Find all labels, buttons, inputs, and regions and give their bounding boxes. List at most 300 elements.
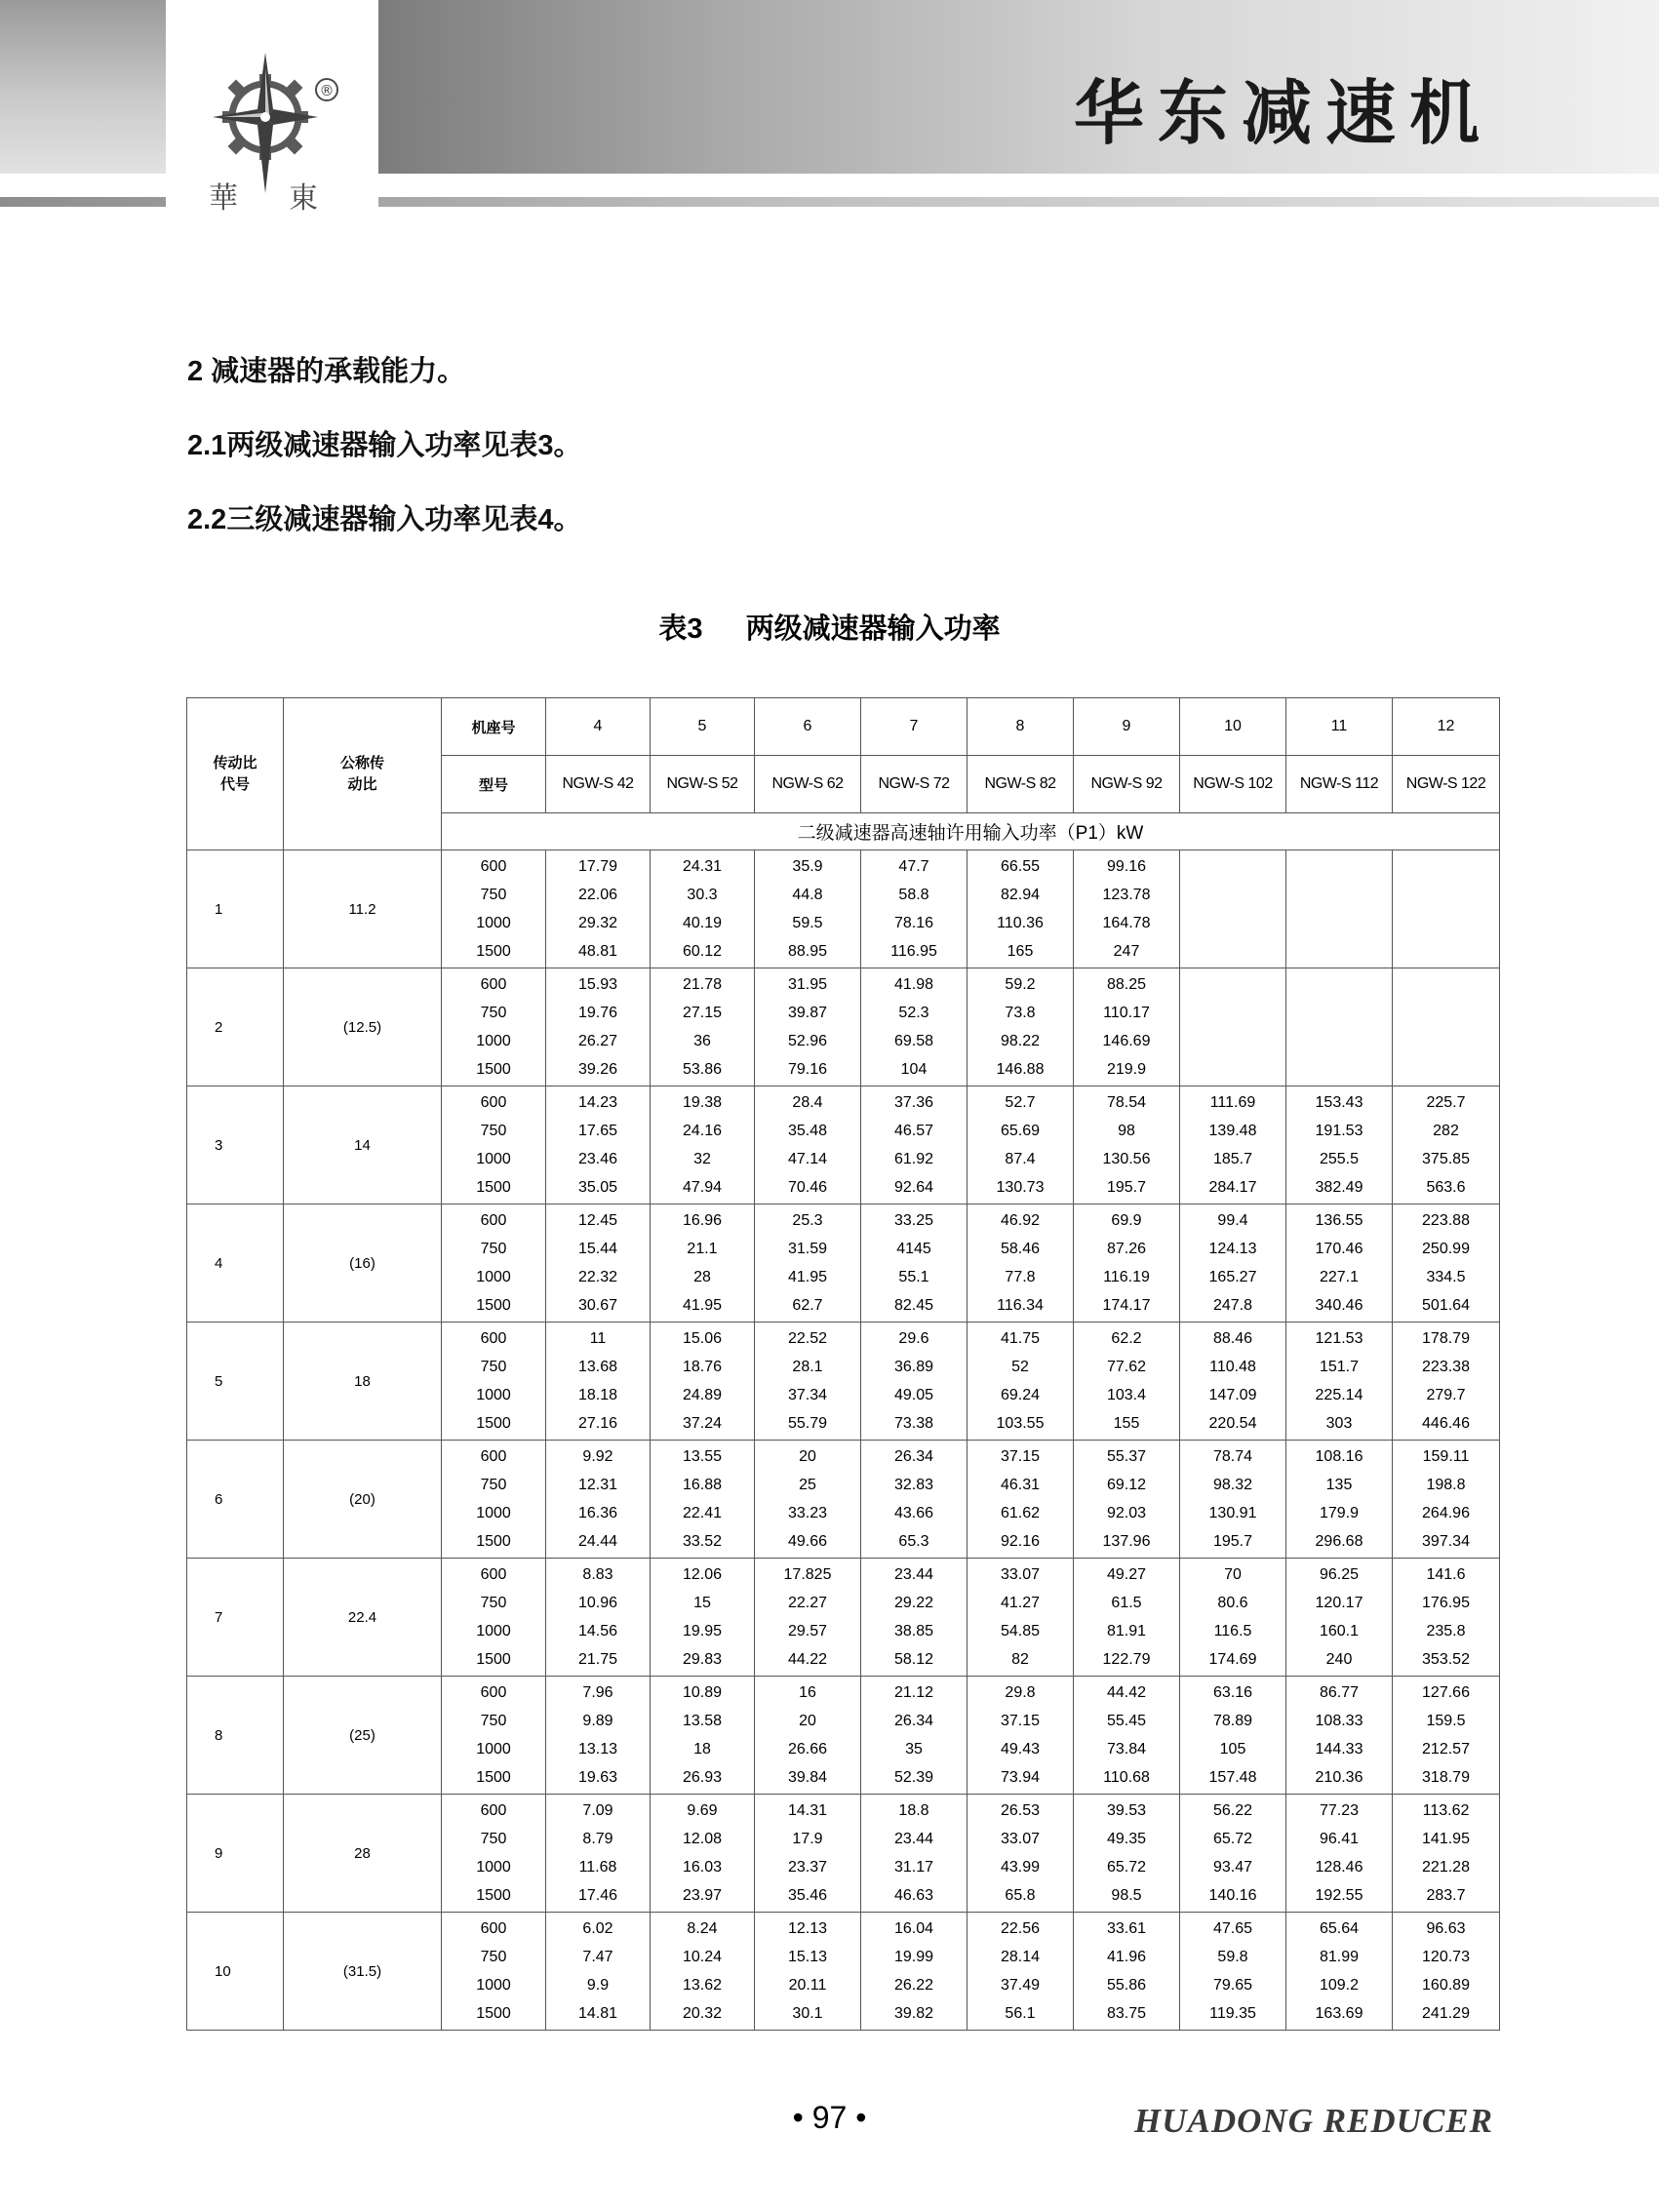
power-value: 41.95	[787, 1269, 828, 1285]
intro-line-2: 2.1两级减速器输入功率见表3。	[187, 430, 582, 461]
power-value: 397.34	[1422, 1533, 1470, 1550]
power-value: 155	[1113, 1415, 1140, 1432]
power-cell	[546, 1795, 651, 1913]
input-speed: 750	[480, 1949, 507, 1965]
power-value: 247.8	[1212, 1297, 1253, 1314]
power-value: 247	[1113, 943, 1140, 960]
power-value: 33.07	[1000, 1831, 1041, 1847]
input-speed: 750	[480, 1595, 507, 1611]
ratio-group-row	[187, 1559, 1500, 1677]
power-value: 9.92	[582, 1448, 613, 1465]
power-value: 39.87	[787, 1005, 828, 1021]
power-value: 69.12	[1106, 1477, 1147, 1493]
frame-number: 6	[755, 698, 861, 756]
power-value: 227.1	[1319, 1269, 1360, 1285]
power-value: 284.17	[1208, 1179, 1257, 1196]
input-speed: 600	[480, 1448, 507, 1465]
power-value: 55.86	[1106, 1977, 1147, 1994]
power-value: 26.27	[577, 1033, 618, 1049]
power-value: 15.06	[682, 1330, 723, 1347]
power-value: 47.65	[1212, 1920, 1253, 1937]
power-value: 27.15	[682, 1005, 723, 1021]
power-value: 52.39	[893, 1769, 934, 1786]
power-value: 82.94	[1000, 887, 1041, 903]
frame-number: 7	[861, 698, 968, 756]
power-value: 21.12	[893, 1684, 934, 1701]
ratio-group-row	[187, 1677, 1500, 1795]
power-cell	[968, 968, 1074, 1086]
ratio-code: 2	[187, 968, 284, 1086]
input-speed: 600	[480, 976, 507, 993]
footer-brand: HUADONG REDUCER	[1134, 2102, 1493, 2140]
power-value: 13.62	[682, 1977, 723, 1994]
power-value: 44.42	[1106, 1684, 1147, 1701]
power-cell	[651, 1323, 755, 1441]
power-value: 104	[900, 1061, 928, 1078]
power-value: 29.32	[577, 915, 618, 931]
power-value: 10.89	[682, 1684, 723, 1701]
power-cell	[861, 968, 968, 1086]
power-cell	[968, 1677, 1074, 1795]
power-value: 81.91	[1106, 1623, 1147, 1639]
power-value: 225.14	[1315, 1387, 1363, 1403]
power-value: 21.75	[577, 1651, 618, 1668]
power-value: 17.46	[577, 1887, 618, 1904]
power-value: 61.92	[893, 1151, 934, 1167]
table-caption-number: 表3	[658, 613, 703, 645]
ratio-group-row	[187, 1323, 1500, 1441]
speed-cell	[442, 1441, 546, 1559]
nominal-ratio: 28	[284, 1795, 442, 1913]
power-value: 63.16	[1212, 1684, 1253, 1701]
power-cell	[861, 850, 968, 968]
input-speed: 1500	[476, 1769, 511, 1786]
power-value: 10.96	[577, 1595, 618, 1611]
power-value: 55.37	[1106, 1448, 1147, 1465]
power-cell	[968, 1323, 1074, 1441]
power-value: 160.89	[1422, 1977, 1470, 1994]
power-value: 16.03	[682, 1859, 723, 1876]
power-cell	[1180, 968, 1286, 1086]
power-value: 563.6	[1426, 1179, 1466, 1196]
power-cell	[755, 1913, 861, 2031]
power-cell	[1286, 850, 1393, 968]
power-value: 18.18	[577, 1387, 618, 1403]
power-cell	[1074, 850, 1180, 968]
power-value: 12.13	[787, 1920, 828, 1937]
power-value: 151.7	[1319, 1359, 1360, 1375]
speed-cell	[442, 1086, 546, 1205]
power-value: 26.66	[787, 1741, 828, 1758]
power-value: 82	[1011, 1651, 1029, 1668]
power-value: 98.22	[1000, 1033, 1041, 1049]
power-value: 52.96	[787, 1033, 828, 1049]
power-value: 48.81	[577, 943, 618, 960]
power-value: 65.3	[898, 1533, 929, 1550]
input-speed: 750	[480, 1241, 507, 1257]
power-value: 135	[1325, 1477, 1353, 1493]
power-cell	[1393, 1441, 1500, 1559]
power-cell	[861, 1795, 968, 1913]
power-cell	[1074, 1559, 1180, 1677]
power-value: 83.75	[1106, 2005, 1147, 2022]
power-value: 79.16	[787, 1061, 828, 1078]
power-cell	[861, 1086, 968, 1205]
power-value: 59.8	[1217, 1949, 1248, 1965]
header-frame-label: 机座号	[442, 698, 546, 756]
power-value: 78.89	[1212, 1713, 1253, 1729]
power-cell	[861, 1323, 968, 1441]
power-value: 61.62	[1000, 1505, 1041, 1521]
power-cell	[1393, 1913, 1500, 2031]
power-value: 279.7	[1426, 1387, 1466, 1403]
power-value: 56.22	[1212, 1802, 1253, 1819]
power-value: 47.14	[787, 1151, 828, 1167]
power-cell	[1180, 1441, 1286, 1559]
nominal-ratio: (16)	[284, 1205, 442, 1323]
ratio-code: 1	[187, 850, 284, 968]
power-value: 15.44	[577, 1241, 618, 1257]
power-cell	[546, 968, 651, 1086]
power-value: 110.68	[1103, 1769, 1150, 1786]
power-value: 26.34	[893, 1713, 934, 1729]
power-value: 123.78	[1102, 887, 1151, 903]
power-value: 80.6	[1217, 1595, 1248, 1611]
input-speed: 600	[480, 858, 507, 875]
power-value: 6.02	[582, 1920, 613, 1937]
power-cell	[968, 1441, 1074, 1559]
power-value: 147.09	[1208, 1387, 1257, 1403]
power-value: 86.77	[1319, 1684, 1360, 1701]
power-value: 27.16	[577, 1415, 618, 1432]
power-value: 93.47	[1212, 1859, 1253, 1876]
ratio-code: 8	[187, 1677, 284, 1795]
power-value: 49.05	[893, 1387, 934, 1403]
power-cell	[1393, 1086, 1500, 1205]
power-value: 223.38	[1422, 1359, 1470, 1375]
power-value: 19.76	[577, 1005, 618, 1021]
power-cell	[546, 850, 651, 968]
speed-cell	[442, 1795, 546, 1913]
power-value: 32.83	[893, 1477, 934, 1493]
power-value: 130.91	[1208, 1505, 1257, 1521]
power-value: 60.12	[682, 943, 723, 960]
input-speed: 750	[480, 1359, 507, 1375]
power-value: 29.6	[898, 1330, 929, 1347]
model-name: NGW-S 52	[651, 756, 755, 813]
input-speed: 600	[480, 1330, 507, 1347]
power-value: 46.31	[1000, 1477, 1041, 1493]
power-value: 159.5	[1426, 1713, 1466, 1729]
ratio-code: 5	[187, 1323, 284, 1441]
frame-number: 11	[1286, 698, 1393, 756]
power-value: 78.54	[1106, 1094, 1147, 1111]
input-speed: 750	[480, 1005, 507, 1021]
power-value: 160.1	[1319, 1623, 1360, 1639]
header-left-block	[0, 0, 166, 174]
power-value: 35.46	[787, 1887, 828, 1904]
power-cell	[1393, 1323, 1500, 1441]
power-cell	[861, 1913, 968, 2031]
power-cell	[651, 1795, 755, 1913]
power-value: 78.16	[893, 915, 934, 931]
power-value: 13.58	[682, 1713, 723, 1729]
speed-cell	[442, 850, 546, 968]
power-cell	[546, 1205, 651, 1323]
power-value: 141.95	[1422, 1831, 1470, 1847]
power-value: 8.79	[582, 1831, 613, 1847]
model-name: NGW-S 82	[968, 756, 1074, 813]
power-value: 65.72	[1212, 1831, 1253, 1847]
power-value: 58.8	[898, 887, 929, 903]
power-cell	[1286, 1323, 1393, 1441]
power-value: 19.99	[893, 1949, 934, 1965]
power-value: 81.99	[1319, 1949, 1360, 1965]
power-value: 116.34	[997, 1297, 1044, 1314]
power-value: 108.16	[1315, 1448, 1363, 1465]
power-value: 40.19	[682, 915, 723, 931]
table-caption-title: 两级减速器输入功率	[745, 613, 1001, 645]
power-value: 340.46	[1315, 1297, 1363, 1314]
power-value: 9.9	[586, 1977, 610, 1994]
power-value: 24.16	[682, 1123, 723, 1139]
power-cell	[651, 1441, 755, 1559]
input-power-table	[186, 697, 1500, 2031]
power-cell	[861, 1559, 968, 1677]
power-value: 29.57	[787, 1623, 828, 1639]
logo-char-right: 東	[289, 181, 318, 216]
power-cell	[546, 1086, 651, 1205]
power-value: 96.25	[1319, 1566, 1360, 1583]
power-value: 44.22	[787, 1651, 828, 1668]
power-value: 195.7	[1106, 1179, 1147, 1196]
input-speed: 1500	[476, 1415, 511, 1432]
ratio-group-row	[187, 1205, 1500, 1323]
power-value: 54.85	[1000, 1623, 1041, 1639]
power-value: 13.68	[577, 1359, 618, 1375]
ratio-code: 3	[187, 1086, 284, 1205]
power-value: 14.23	[577, 1094, 618, 1111]
power-cell	[968, 850, 1074, 968]
power-value: 15.13	[787, 1949, 828, 1965]
power-value: 116.95	[890, 943, 937, 960]
power-value: 13.55	[682, 1448, 723, 1465]
power-value: 41.96	[1106, 1949, 1147, 1965]
power-value: 120.17	[1315, 1595, 1363, 1611]
power-value: 130.73	[996, 1179, 1045, 1196]
power-cell	[861, 1677, 968, 1795]
power-value: 61.5	[1111, 1595, 1142, 1611]
power-value: 23.37	[787, 1859, 828, 1876]
speed-cell	[442, 968, 546, 1086]
power-value: 65.69	[1000, 1123, 1041, 1139]
power-cell	[1074, 1323, 1180, 1441]
input-speed: 600	[480, 1684, 507, 1701]
model-name: NGW-S 62	[755, 756, 861, 813]
power-value: 46.57	[893, 1123, 934, 1139]
power-value: 28	[693, 1269, 711, 1285]
power-value: 13.13	[577, 1741, 618, 1758]
input-speed: 1000	[476, 1977, 511, 1994]
power-value: 43.66	[893, 1505, 934, 1521]
power-value: 116.5	[1213, 1623, 1252, 1639]
power-value: 33.23	[787, 1505, 828, 1521]
power-value: 130.56	[1102, 1151, 1151, 1167]
power-value: 99.4	[1217, 1212, 1248, 1229]
nominal-ratio: (12.5)	[284, 968, 442, 1086]
power-cell	[651, 1559, 755, 1677]
power-value: 28.4	[792, 1094, 823, 1111]
power-value: 19.63	[577, 1769, 618, 1786]
power-cell	[1286, 1913, 1393, 2031]
power-value: 35.05	[577, 1179, 618, 1196]
power-value: 7.47	[582, 1949, 613, 1965]
power-value: 62.7	[792, 1297, 823, 1314]
power-value: 77.62	[1106, 1359, 1147, 1375]
power-value: 30.67	[577, 1297, 618, 1314]
power-value: 165.27	[1208, 1269, 1257, 1285]
power-value: 12.06	[682, 1566, 723, 1583]
ratio-group-row	[187, 1086, 1500, 1205]
power-value: 17.79	[577, 858, 618, 875]
power-cell	[968, 1205, 1074, 1323]
power-cell	[546, 1677, 651, 1795]
power-value: 235.8	[1426, 1623, 1466, 1639]
power-value: 4145	[896, 1241, 931, 1257]
power-value: 12.08	[682, 1831, 723, 1847]
nominal-ratio: (20)	[284, 1441, 442, 1559]
power-value: 98	[1118, 1123, 1135, 1139]
power-cell	[1180, 1795, 1286, 1913]
input-speed: 600	[480, 1802, 507, 1819]
power-value: 96.63	[1426, 1920, 1466, 1937]
power-value: 122.79	[1102, 1651, 1151, 1668]
power-value: 49.27	[1106, 1566, 1147, 1583]
power-value: 174.17	[1102, 1297, 1151, 1314]
input-speed: 1500	[476, 1061, 511, 1078]
power-cell	[1393, 1795, 1500, 1913]
power-value: 73.84	[1106, 1741, 1147, 1758]
power-value: 103.4	[1106, 1387, 1147, 1403]
power-value: 163.69	[1315, 2005, 1363, 2022]
ratio-group-row	[187, 1913, 1500, 2031]
power-cell	[1286, 1559, 1393, 1677]
power-value: 24.89	[682, 1387, 723, 1403]
power-value: 20	[799, 1448, 816, 1465]
power-value: 37.49	[1000, 1977, 1041, 1994]
power-value: 37.15	[1000, 1448, 1041, 1465]
power-value: 29.83	[682, 1651, 723, 1668]
power-value: 66.55	[1000, 858, 1041, 875]
power-cell	[755, 1205, 861, 1323]
power-value: 21.1	[687, 1241, 718, 1257]
power-value: 22.27	[787, 1595, 828, 1611]
power-value: 153.43	[1315, 1094, 1363, 1111]
input-speed: 1000	[476, 1505, 511, 1521]
input-speed: 750	[480, 1713, 507, 1729]
power-value: 14.81	[577, 2005, 618, 2022]
frame-number: 12	[1393, 698, 1500, 756]
input-speed: 750	[480, 1123, 507, 1139]
power-value: 144.33	[1315, 1741, 1363, 1758]
power-value: 69.24	[1000, 1387, 1041, 1403]
input-speed: 1000	[476, 1623, 511, 1639]
ratio-group-row	[187, 850, 1500, 968]
power-value: 33.07	[1000, 1566, 1041, 1583]
power-cell	[1074, 1795, 1180, 1913]
input-speed: 750	[480, 1831, 507, 1847]
power-cell	[755, 1086, 861, 1205]
power-value: 9.69	[687, 1802, 718, 1819]
power-value: 98.5	[1111, 1887, 1142, 1904]
power-value: 446.46	[1422, 1415, 1470, 1432]
power-value: 176.95	[1422, 1595, 1470, 1611]
intro-line-3: 2.2三级减速器输入功率见表4。	[187, 504, 582, 535]
input-speed: 750	[480, 1477, 507, 1493]
power-value: 22.32	[577, 1269, 618, 1285]
power-value: 210.36	[1315, 1769, 1363, 1786]
power-value: 47.7	[898, 858, 929, 875]
power-value: 212.57	[1422, 1741, 1470, 1758]
power-value: 179.9	[1319, 1505, 1360, 1521]
power-value: 105	[1219, 1741, 1246, 1758]
power-cell	[1286, 1677, 1393, 1795]
power-value: 7.96	[582, 1684, 613, 1701]
power-value: 35	[905, 1741, 923, 1758]
power-cell	[1074, 1677, 1180, 1795]
power-value: 65.72	[1106, 1859, 1147, 1876]
power-value: 110.48	[1209, 1359, 1256, 1375]
power-value: 37.34	[787, 1387, 828, 1403]
power-value: 55.45	[1106, 1713, 1147, 1729]
power-value: 108.33	[1315, 1713, 1363, 1729]
power-value: 198.8	[1426, 1477, 1466, 1493]
power-value: 35.9	[792, 858, 823, 875]
power-value: 16.88	[682, 1477, 723, 1493]
power-cell	[1286, 1795, 1393, 1913]
power-cell	[1180, 1677, 1286, 1795]
model-name: NGW-S 102	[1180, 756, 1286, 813]
power-value: 41.95	[682, 1297, 723, 1314]
power-cell	[546, 1323, 651, 1441]
ratio-code: 9	[187, 1795, 284, 1913]
speed-cell	[442, 1205, 546, 1323]
nominal-ratio: (31.5)	[284, 1913, 442, 2031]
power-value: 28.14	[1000, 1949, 1041, 1965]
power-value: 33.52	[682, 1533, 723, 1550]
power-cell	[651, 1205, 755, 1323]
power-cell	[1393, 1677, 1500, 1795]
power-value: 87.4	[1005, 1151, 1036, 1167]
power-cell	[755, 1441, 861, 1559]
power-cell	[1286, 968, 1393, 1086]
power-value: 88.46	[1212, 1330, 1253, 1347]
power-value: 41.75	[1000, 1330, 1041, 1347]
power-value: 241.29	[1422, 2005, 1470, 2022]
power-value: 18.76	[682, 1359, 723, 1375]
power-value: 79.65	[1212, 1977, 1253, 1994]
speed-cell	[442, 1559, 546, 1677]
power-cell	[1180, 1559, 1286, 1677]
power-cell	[1180, 1913, 1286, 2031]
power-cell	[1286, 1086, 1393, 1205]
power-value: 23.44	[893, 1831, 934, 1847]
power-value: 88.95	[787, 943, 828, 960]
power-cell	[1180, 1323, 1286, 1441]
power-value: 16.04	[893, 1920, 934, 1937]
power-value: 296.68	[1315, 1533, 1363, 1550]
table-caption	[0, 607, 1659, 647]
